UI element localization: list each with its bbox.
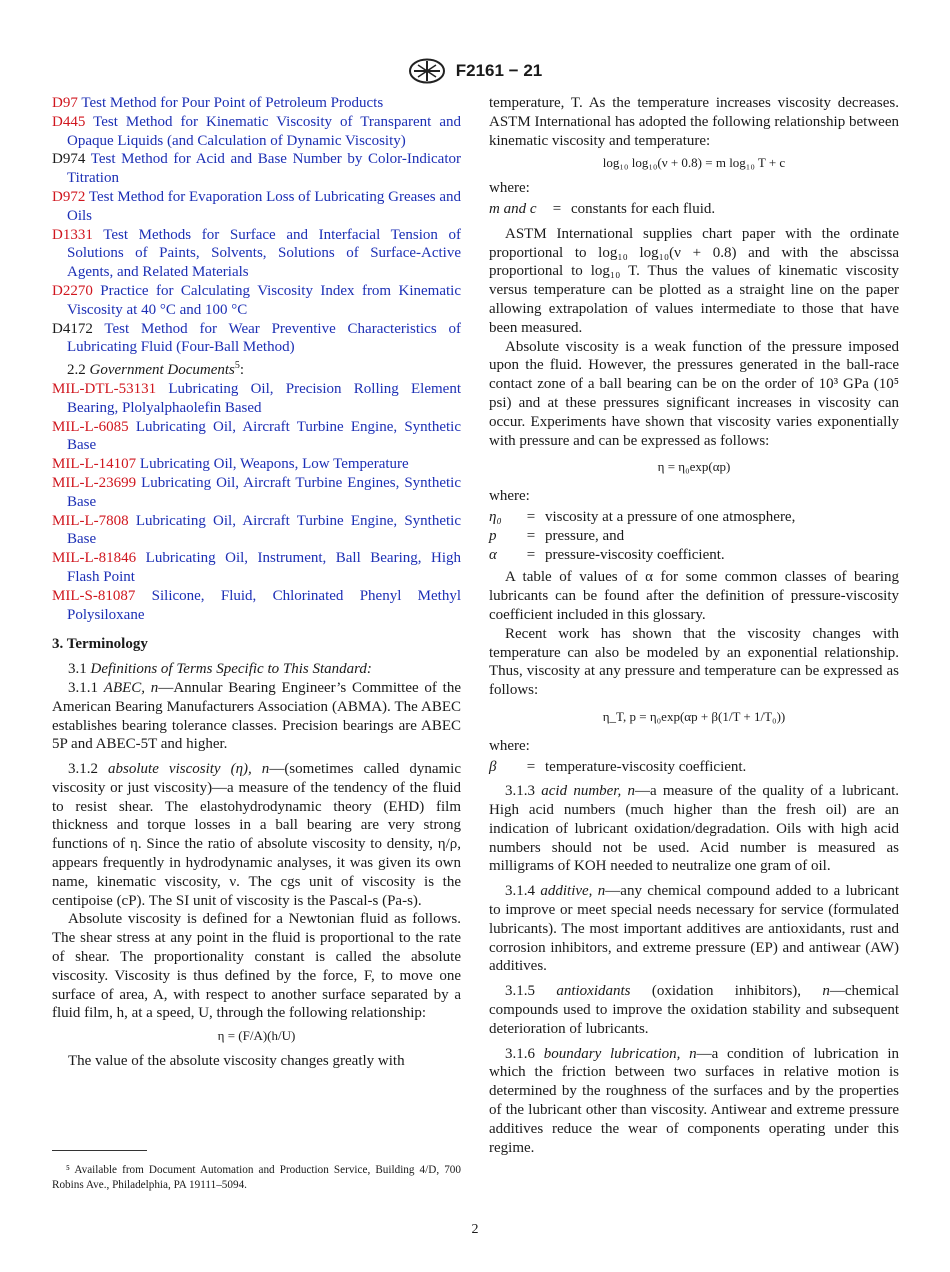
where-label-2: where: (489, 488, 530, 505)
where-label-3: where: (489, 737, 530, 754)
section-3-1: 3.1 Definitions of Terms Specific to This Standard: (68, 661, 372, 678)
alpha-table-paragraph: A table of values of α for some common classes of bearing lubricants can be found after the definition of pressure-viscosity coefficient included in this glossary. (489, 569, 899, 623)
reference-title-link[interactable]: Test Methods for Surface and Interfacial Tension of Solutions of Paints, Solvents, Solutions of Surface-Active Agents, and Related Materials (67, 226, 462, 281)
equation-viscosity-definition: η = (F/A)(h/U) (217, 1028, 296, 1044)
referenced-documents-list (52, 94, 461, 357)
reference-item (52, 282, 461, 320)
terminology-heading: 3. Terminology (52, 636, 148, 653)
reference-title-link[interactable]: Lubricating Oil, Weapons, Low Temperature (139, 456, 409, 473)
reference-title-link[interactable]: Practice for Calculating Viscosity Index from Kinematic Viscosity at 40 °C and 100 °C (67, 282, 461, 318)
reference-item (52, 150, 461, 188)
term-boundary-lubrication: 3.1.6 boundary lubrication, n—a condition of lubrication in which the friction between two surfaces in relative motion is determined by the roughness of the surfaces and by the properties of the lubricant other than viscosity. Antiwear and extreme pressure additives reduce the wear of components operating under this regime. (489, 1045, 899, 1156)
government-documents-list (52, 380, 461, 624)
reference-title-link[interactable]: Test Method for Pour Point of Petroleum Products (81, 95, 384, 111)
reference-item (52, 455, 461, 474)
reference-title-link[interactable]: Test Method for Wear Preventive Characteristics of Lubricating Fluid (Four-Ball Method) (67, 320, 461, 356)
definition-m-c: m and c = constants for each fluid. (489, 200, 716, 217)
reference-item (52, 474, 461, 512)
where-label: where: (489, 180, 530, 197)
definition-row: α = pressure-viscosity coefficient. (489, 546, 725, 563)
reference-item (52, 587, 461, 625)
reference-id-link[interactable]: MIL-S-81087 (52, 587, 136, 604)
reference-id-link[interactable]: D974 (52, 151, 86, 168)
footnote-rule (52, 1150, 147, 1151)
reference-item (52, 549, 461, 587)
reference-id-link[interactable]: D2270 (52, 282, 93, 299)
reference-item (52, 226, 461, 282)
reference-id-link[interactable]: MIL-L-6085 (52, 418, 129, 435)
term-acid-number: 3.1.3 acid number, n—a measure of the quality of a lubricant. High acid numbers (much higher than the fresh oil) are an indication of lubricant oxidation/degradation. Oils with high acid numbers should not be used. Acid number is measured as milligrams of KOH needed to neutralize one gram of oil. (489, 783, 900, 875)
viscosity-changes-paragraph: The value of the absolute viscosity changes greatly with (68, 1053, 405, 1070)
pressure-paragraph: Absolute viscosity is a weak function of the pressure imposed upon the fluid. However, the pressures generated in the ball-race contact zone of a ball bearing can be on the order of 10³ GPa (10⁵ psi) and at these pressures significant increases in viscosity can occur. Experiments have shown that viscosity varies exponentially with pressure and can be expressed as follows: (489, 338, 899, 449)
footnote: ⁵ Available from Document Automation and Production Service, Building 4/D, 700 Robins Ave., Philadelphia, PA 19111–5094. (52, 1164, 461, 1191)
reference-id-link[interactable]: MIL-L-14107 (52, 456, 137, 473)
reference-id-link[interactable]: MIL-L-23699 (52, 474, 137, 491)
reference-item (52, 380, 461, 418)
reference-id-link[interactable]: D445 (52, 113, 86, 130)
reference-title-link[interactable]: Lubricating Oil, Aircraft Turbine Engines, Synthetic Base (67, 474, 461, 510)
newtonian-paragraph: Absolute viscosity is defined for a Newtonian fluid as follows. The shear stress at any point in the fluid is proportional to the rate of shear. The proportionality constant is called the absolute viscosity. Viscosity is thus defined by the force, F, to move one surface of area, A, with respect to another surface separated by a fluid film, h, at a speed, U, through the following relationship: (52, 911, 461, 1022)
astm-logo-icon (408, 58, 446, 84)
reference-id-link[interactable]: D4172 (52, 320, 93, 337)
left-column (52, 94, 461, 1071)
reference-item (52, 418, 461, 456)
chart-paper-paragraph: ASTM International supplies chart paper with the ordinate proportional to log₁₀ log₁₀(ν + 0.8) and with the abscissa proportional to log₁₀ T. Thus the values of kinematic viscosity versus temperature can be plotted as a straight line on the paper allowing extrapolation of values intermediate to those that have been measured. (489, 225, 899, 336)
page-number: 2 (471, 1222, 479, 1237)
document-code: F2161 − 21 (455, 61, 543, 80)
right-column (489, 94, 899, 1157)
definition-row: η₀ = viscosity at a pressure of one atmosphere, (489, 508, 796, 525)
reference-title-link[interactable]: Lubricating Oil, Precision Rolling Element Bearing, Plolyalphaolefin Based (67, 380, 461, 416)
reference-title-link[interactable]: Silicone, Fluid, Chlorinated Phenyl Methyl Polysiloxane (67, 587, 462, 623)
equation-kinematic-temperature: log₁₀ log₁₀(ν + 0.8) = m log₁₀ T + c (602, 155, 786, 171)
gov-docs-heading: 2.2 Government Documents$^5$: (67, 360, 245, 379)
temperature-paragraph: temperature, T. As the temperature increases viscosity decreases. ASTM International has adopted the following relationship between kinematic viscosity and temperature: (489, 95, 899, 149)
term-absolute-viscosity: 3.1.2 absolute viscosity (η), n—(sometimes called dynamic viscosity or just viscosity)—a measure of the tendency of the fluid to resist shear. The elastohydrodynamic theory (EHD) film thickness and torque losses in a ball bearing are very strong functions of η. Since the ratio of absolute viscosity to density, η/ρ, appears frequently in hydrodynamic analyses, it was given its own name, kinematic viscosity, ν. The cgs unit of viscosity is the centipoise (cP). The SI unit of viscosity is the Pascal-s (Pa-s). (52, 761, 461, 909)
pressure-definitions (489, 508, 899, 564)
recent-work-paragraph: Recent work has shown that the viscosity changes with temperature can also be modeled by an exponential relationship. Thus, viscosity at any pressure and temperature can be expressed as follows: (489, 625, 899, 699)
term-additive: 3.1.4 additive, n—any chemical compound added to a lubricant to improve or meet special needs necessary for service (formulated lubricants). The most important additives are antioxidants, rust and corrosion inhibitors, and extreme pressure (EP) and antiwear (AW) additives. (489, 883, 899, 975)
definition-beta: β = temperature-viscosity coefficient. (489, 758, 747, 775)
page-header (0, 58, 950, 84)
reference-title-link[interactable]: Test Method for Acid and Base Number by Color-Indicator Titration (67, 151, 462, 187)
reference-item (52, 512, 461, 550)
reference-title-link[interactable]: Lubricating Oil, Instrument, Ball Bearing, High Flash Point (67, 550, 461, 585)
equation-pressure-temperature: η_T, p = η₀exp(αp + β(1/T + 1/T₀)) (602, 708, 786, 724)
reference-id-link[interactable]: MIL-L-81846 (52, 550, 137, 567)
reference-item (52, 188, 461, 226)
reference-id-link[interactable]: MIL-DTL-53131 (52, 380, 157, 397)
reference-item (52, 113, 461, 151)
term-abec: 3.1.1 ABEC, n—Annular Bearing Engineer’s Committee of the American Bearing Manufacturers Association (ABMA). The ABEC establishes bearing tolerance classes. Precision bearings are ABEC 5P and ABEC-5T and higher. (52, 679, 462, 753)
reference-item (52, 94, 461, 113)
definition-row: p = pressure, and (489, 527, 625, 544)
equation-pressure-viscosity: η = η₀exp(αp) (657, 459, 731, 475)
reference-title-link[interactable]: Test Method for Kinematic Viscosity of Transparent and Opaque Liquids (and Calculation of Dynamic Viscosity) (67, 113, 461, 149)
reference-id-link[interactable]: D97 (52, 95, 78, 111)
reference-id-link[interactable]: D1331 (52, 226, 93, 243)
reference-title-link[interactable]: Lubricating Oil, Aircraft Turbine Engine, Synthetic Base (67, 418, 461, 454)
reference-id-link[interactable]: D972 (52, 188, 86, 205)
term-antioxidants: 3.1.5 antioxidants (oxidation inhibitors), n—chemical compounds used to improve the oxidation stability and subsequent deterioration of lubricants. (489, 983, 900, 1037)
reference-title-link[interactable]: Lubricating Oil, Aircraft Turbine Engine, Synthetic Base (67, 512, 461, 548)
reference-title-link[interactable]: Test Method for Evaporation Loss of Lubricating Greases and Oils (67, 188, 462, 224)
reference-id-link[interactable]: MIL-L-7808 (52, 512, 129, 529)
reference-item (52, 320, 461, 358)
